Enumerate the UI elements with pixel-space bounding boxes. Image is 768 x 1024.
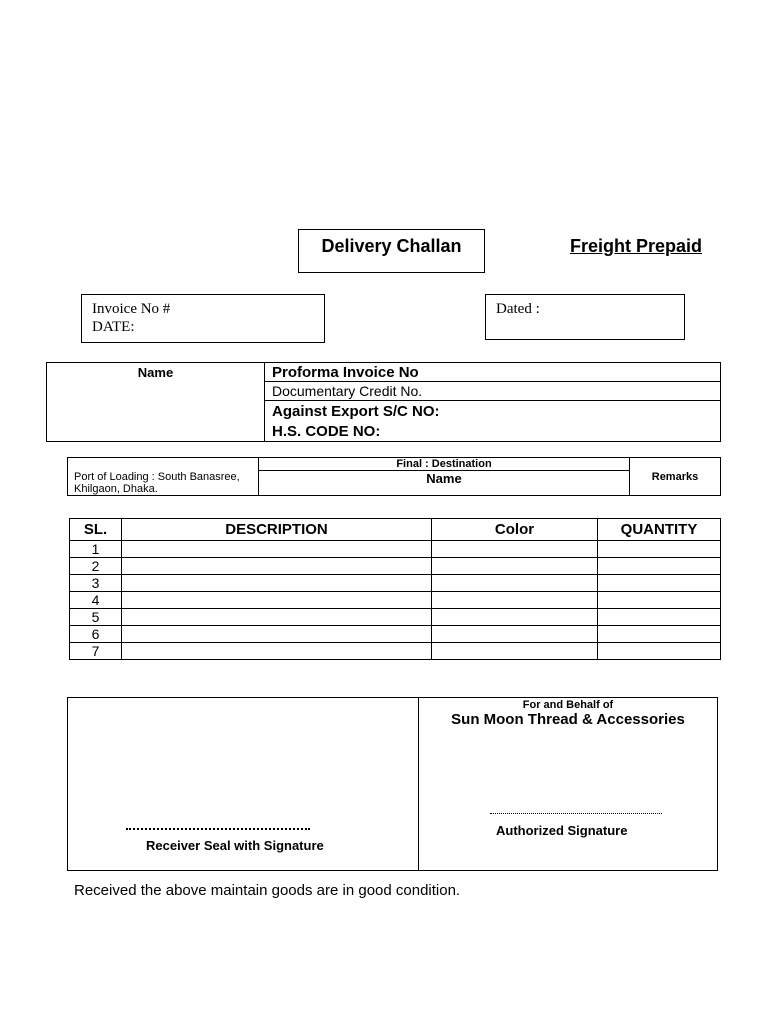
document-title: Delivery Challan: [321, 236, 462, 256]
table-row: [70, 575, 721, 592]
table-row: [70, 592, 721, 609]
column-header-sl: SL.: [70, 519, 122, 541]
table-row: [70, 609, 721, 626]
row-quantity: [598, 609, 721, 626]
row-color: [432, 558, 598, 575]
final-destination-label: Final : Destination: [259, 458, 630, 471]
items-table: [69, 518, 721, 660]
footer-note: Received the above maintain goods are in good condition.: [74, 882, 461, 899]
column-header-color: Color: [432, 519, 598, 541]
row-description: [122, 541, 432, 558]
row-quantity: [598, 592, 721, 609]
for-behalf-label: For and Behalf of: [522, 699, 614, 711]
table-row: [70, 541, 721, 558]
destination-name: Name: [259, 471, 630, 496]
row-sl: 6: [70, 626, 122, 643]
row-color: [432, 541, 598, 558]
date-label: DATE:: [92, 319, 135, 335]
row-sl: 1: [70, 541, 122, 558]
row-color: [432, 592, 598, 609]
remarks-label: Remarks: [630, 458, 721, 496]
row-sl: 4: [70, 592, 122, 609]
name-label: Name: [47, 363, 265, 442]
row-quantity: [598, 558, 721, 575]
column-header-quantity: QUANTITY: [598, 519, 721, 541]
table-row: [70, 626, 721, 643]
row-sl: 2: [70, 558, 122, 575]
authorized-signature-label: Authorized Signature: [496, 823, 628, 838]
row-quantity: [598, 575, 721, 592]
row-color: [432, 643, 598, 660]
row-color: [432, 626, 598, 643]
hs-code-label: H.S. CODE NO:: [265, 421, 721, 442]
port-of-loading: Port of Loading : South Banasree, Khilgaon, Dhaka.: [68, 458, 259, 496]
authorized-signature-line: [490, 813, 662, 814]
invoice-no-label: Invoice No #: [92, 301, 171, 317]
table-row: [70, 643, 721, 660]
row-description: [122, 626, 432, 643]
shipping-table: [67, 457, 721, 496]
table-row: [70, 558, 721, 575]
row-quantity: [598, 541, 721, 558]
receiver-signature-label: Receiver Seal with Signature: [146, 838, 324, 853]
party-table: [46, 362, 721, 442]
proforma-invoice-label: Proforma Invoice No: [265, 363, 721, 382]
row-description: [122, 575, 432, 592]
row-description: [122, 558, 432, 575]
against-export-label: Against Export S/C NO:: [265, 401, 721, 422]
dated-label: Dated :: [496, 301, 540, 317]
row-quantity: [598, 643, 721, 660]
row-quantity: [598, 626, 721, 643]
row-color: [432, 575, 598, 592]
column-header-description: DESCRIPTION: [122, 519, 432, 541]
company-name: Sun Moon Thread & Accessories: [451, 711, 685, 728]
row-description: [122, 609, 432, 626]
freight-label: Freight Prepaid: [570, 236, 703, 256]
row-description: [122, 643, 432, 660]
row-sl: 7: [70, 643, 122, 660]
documentary-credit-label: Documentary Credit No.: [265, 382, 721, 401]
row-sl: 3: [70, 575, 122, 592]
row-sl: 5: [70, 609, 122, 626]
row-description: [122, 592, 432, 609]
receiver-signature-line: [126, 828, 310, 830]
row-color: [432, 609, 598, 626]
